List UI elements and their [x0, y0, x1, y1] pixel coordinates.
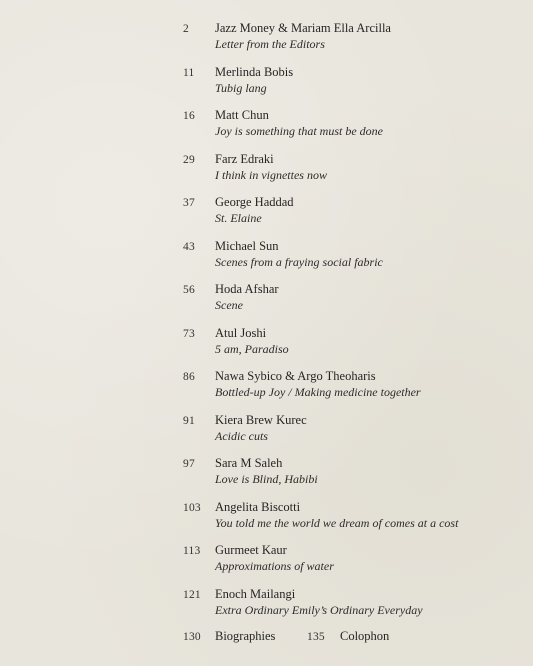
contributor-name: Matt Chun [215, 108, 269, 122]
contributor-name: Hoda Afshar [215, 282, 279, 296]
work-title: 5 am, Paradiso [215, 341, 289, 356]
toc-entry [0, 282, 533, 326]
contributor-name: Kiera Brew Kurec [215, 412, 307, 427]
work-title: Bottled-up Joy / Making medicine together [215, 385, 421, 399]
page-number: 16 [183, 110, 195, 122]
contributor-name: Jazz Money & Mariam Ella Arcilla [215, 21, 391, 35]
work-title: Joy is something that must be done [215, 124, 383, 138]
page-number: 43 [183, 240, 195, 253]
page-number: 2 [183, 23, 189, 35]
biographies-label: Biographies [215, 629, 276, 643]
contributor-name: Merlinda Bobis [215, 64, 294, 79]
page-number: 86 [183, 371, 195, 383]
work-title: You told me the world we dream of comes at a cost [215, 515, 459, 530]
toc-entry [0, 239, 533, 283]
toc-entry [0, 326, 533, 370]
biographies-page-number: 130 [183, 631, 201, 643]
toc-entry [0, 108, 533, 152]
toc-entry [0, 587, 533, 631]
page-number: 113 [183, 545, 201, 557]
work-title: Tubig lang [215, 80, 267, 95]
toc-entry [0, 21, 533, 65]
contributor-name: Sara M Saleh [215, 456, 283, 470]
toc-entry [0, 65, 533, 109]
contributor-name: George Haddad [215, 195, 294, 209]
work-title: St. Elaine [215, 211, 262, 225]
contributor-name: Nawa Sybico & Argo Theoharis [215, 369, 376, 383]
toc-entry [0, 413, 533, 457]
contributor-name: Enoch Mailangi [215, 586, 296, 601]
contributor-name: Farz Edraki [215, 151, 274, 166]
page-number: 73 [183, 327, 195, 340]
toc-entry [0, 195, 533, 239]
contributor-name: Atul Joshi [215, 325, 267, 340]
contributor-name: Gurmeet Kaur [215, 543, 287, 557]
work-title: Love is Blind, Habibi [215, 472, 318, 486]
contributor-name: Michael Sun [215, 238, 279, 253]
contributor-name: Angelita Biscotti [215, 499, 301, 514]
work-title: Extra Ordinary Emily’s Ordinary Everyday [215, 602, 423, 617]
work-title: Acidic cuts [215, 428, 268, 443]
table-of-contents [0, 21, 533, 630]
work-title: I think in vignettes now [215, 167, 327, 182]
page-number: 56 [183, 284, 195, 296]
page-number: 37 [183, 197, 195, 209]
page-number: 11 [183, 66, 195, 79]
work-title: Letter from the Editors [215, 37, 325, 51]
colophon-page-number: 135 [307, 631, 325, 643]
page-number: 91 [183, 414, 195, 427]
work-title: Approximations of water [215, 559, 334, 573]
toc-entry [0, 152, 533, 196]
toc-entry [0, 456, 533, 500]
toc-entry [0, 500, 533, 544]
toc-entry [0, 543, 533, 587]
page-number: 97 [183, 458, 195, 470]
page-number: 103 [183, 501, 201, 514]
colophon-label: Colophon [340, 629, 390, 643]
toc-entry [0, 369, 533, 413]
page-number: 29 [183, 153, 195, 166]
page-number: 121 [183, 588, 201, 601]
back-matter [0, 629, 533, 649]
work-title: Scene [215, 298, 243, 312]
work-title: Scenes from a fraying social fabric [215, 254, 383, 269]
